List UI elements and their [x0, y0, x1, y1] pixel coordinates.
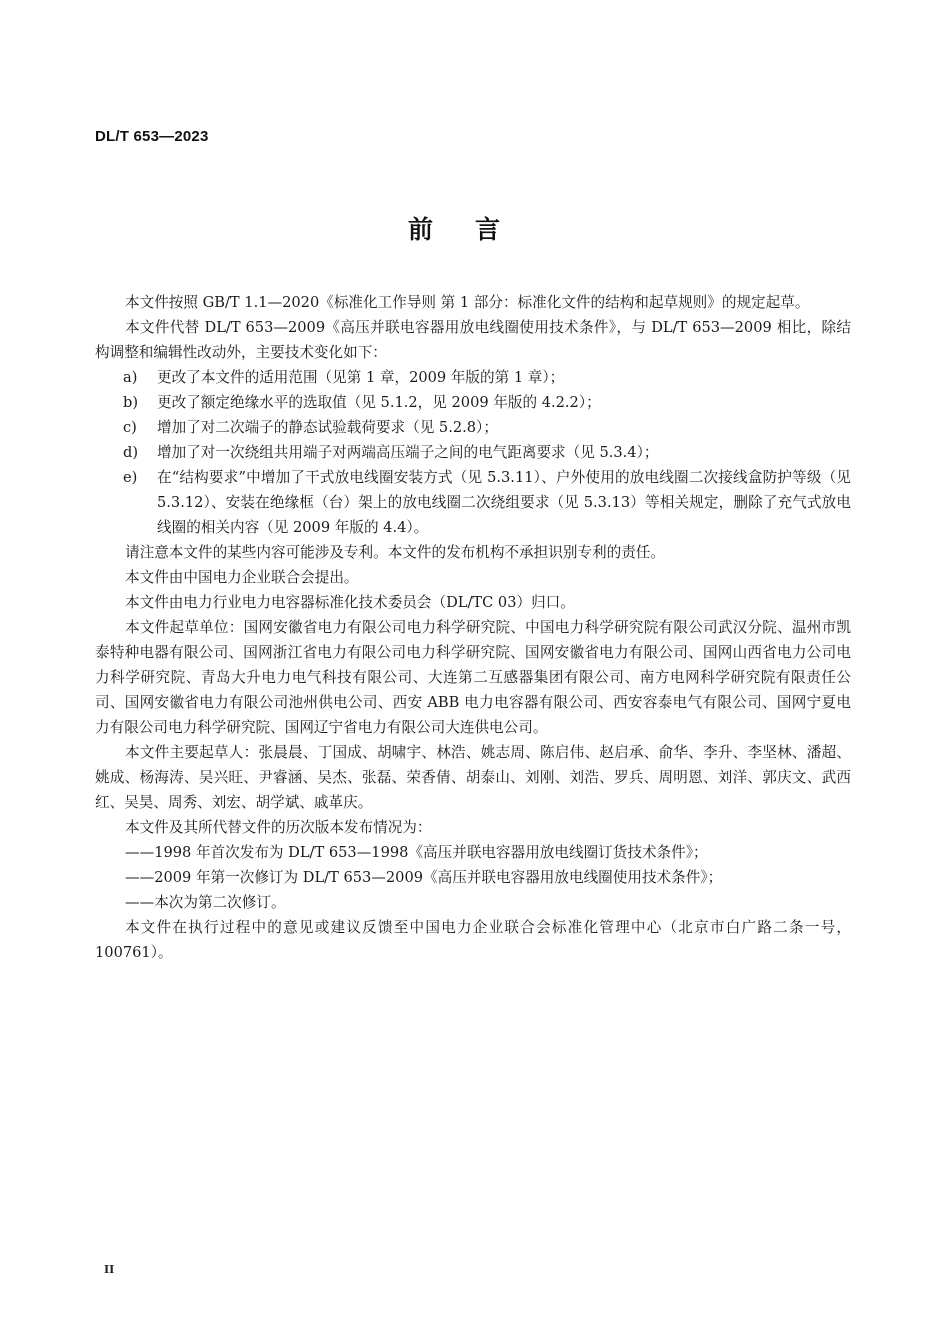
list-item-mark: c): [123, 419, 137, 436]
paragraph-replacement: 本文件代替 DL/T 653—2009《高压并联电容器用放电线圈使用技术条件》，与 DL/T 653—2009 相比，除结构调整和编辑性改动外，主要技术变化如下：: [95, 319, 851, 361]
history-list: [95, 840, 851, 915]
foreword-body: [95, 290, 851, 965]
list-item-mark: b): [123, 394, 139, 411]
list-item-text: 更改了本文件的适用范围（见第 1 章，2009 年版的第 1 章）；: [157, 369, 565, 386]
list-item-text: 增加了对一次绕组共用端子对两端高压端子之间的电气距离要求（见 5.3.4）；: [157, 444, 659, 461]
list-item-mark: e): [123, 469, 138, 486]
document-code: DL/T 653—2023: [95, 128, 209, 145]
list-item: [95, 465, 851, 540]
list-item-mark: a): [123, 369, 138, 386]
changes-list: [95, 365, 851, 540]
history-item: ——2009 年第一次修订为 DL/T 653—2009《高压并联电容器用放电线圈使用技术条件》；: [125, 869, 723, 886]
list-item: [95, 390, 851, 415]
history-item: ——本次为第二次修订。: [125, 894, 286, 911]
paragraph-feedback: 本文件在执行过程中的意见或建议反馈至中国电力企业联合会标准化管理中心（北京市白广路二条一号，100761）。: [95, 919, 851, 961]
list-item-text: 在“结构要求”中增加了干式放电线圈安装方式（见 5.3.11）、户外使用的放电线圈二次接线盒防护等级（见 5.3.12）、安装在绝缘框（台）架上的放电线圈二次绕组要求（见 5.3.13）等相关规定，删除了充气式放电线圈的相关内容（见 2009 年版的 4.4）。: [157, 469, 851, 536]
paragraph-patent-notice: 请注意本文件的某些内容可能涉及专利。本文件的发布机构不承担识别专利的责任。: [125, 544, 665, 561]
list-item-text: 更改了额定绝缘水平的选取值（见 5.1.2，见 2009 年版的 4.2.2）；: [157, 394, 601, 411]
paragraph-drafters: 本文件主要起草人：张晨晨、丁国成、胡啸宇、林浩、姚志周、陈启伟、赵启承、俞华、李升、李坚林、潘超、姚成、杨海涛、吴兴旺、尹睿涵、吴杰、张磊、荣香倩、胡泰山、刘刚、刘浩、罗兵、周明恩、刘洋、郭庆文、武西红、吴昊、周秀、刘宏、胡学斌、戚革庆。: [95, 744, 851, 811]
paragraph-committee: 本文件由电力行业电力电容器标准化技术委员会（DL/TC 03）归口。: [125, 594, 575, 611]
paragraph-history-intro: 本文件及其所代替文件的历次版本发布情况为：: [125, 819, 432, 836]
list-item-mark: d): [123, 444, 139, 461]
list-item: [95, 415, 851, 440]
paragraph-proposer: 本文件由中国电力企业联合会提出。: [125, 569, 359, 586]
list-item: [95, 440, 851, 465]
page-title: 前言: [407, 215, 542, 244]
list-item-text: 增加了对二次端子的静态试验载荷要求（见 5.2.8）；: [157, 419, 498, 436]
page-number: II: [104, 1263, 115, 1276]
paragraph-drafting-units: 本文件起草单位：国网安徽省电力有限公司电力科学研究院、中国电力科学研究院有限公司武汉分院、温州市凯泰特种电器有限公司、国网浙江省电力有限公司电力科学研究院、国网安徽省电力有限公司、国网山西省电力公司电力科学研究院、青岛大升电力电气科技有限公司、大连第二互感器集团有限公司、南方电网科学研究院有限责任公司、国网安徽省电力有限公司池州供电公司、西安 ABB 电力电容器有限公司、西安容泰电气有限公司、国网宁夏电力有限公司电力科学研究院、国网辽宁省电力有限公司大连供电公司。: [95, 619, 851, 736]
list-item: [95, 365, 851, 390]
paragraph-drafting-rules: 本文件按照 GB/T 1.1—2020《标准化工作导则 第 1 部分：标准化文件的结构和起草规则》的规定起草。: [125, 294, 810, 311]
history-item: ——1998 年首次发布为 DL/T 653—1998《高压并联电容器用放电线圈订货技术条件》；: [125, 844, 708, 861]
